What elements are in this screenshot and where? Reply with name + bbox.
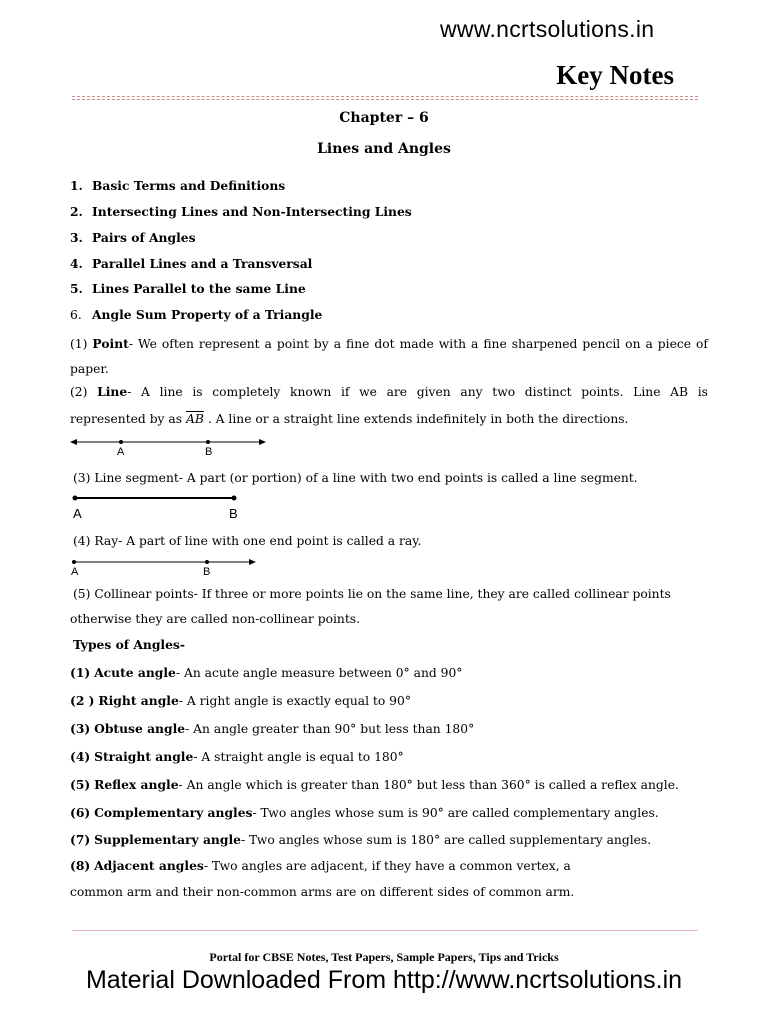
arrow-left-icon: [70, 439, 77, 445]
line-notation: $\overline{AB}$: [185, 412, 204, 426]
header-divider-2: [72, 99, 698, 100]
point-b: [232, 496, 237, 501]
definition-term: Line: [97, 384, 128, 399]
angle-term: Adjacent angles: [94, 858, 204, 873]
arrow-right-icon: [249, 559, 256, 565]
definition-text: Collinear points- If three or more points lie on the same line, they are called collinear points: [94, 587, 671, 601]
angle-number: (1): [70, 665, 91, 680]
definition-text: Ray- A part of line with one end point is called a ray.: [94, 534, 422, 548]
line-diagram: [70, 436, 270, 462]
angle-number: (4): [70, 749, 91, 764]
point-a: [72, 560, 76, 564]
site-url[interactable]: www.ncrtsolutions.in: [440, 16, 655, 42]
angle-item-cont: common arm and their non-common arms are on different sides of common arm.: [70, 885, 575, 899]
angle-term: Acute angle: [94, 665, 176, 680]
definition-line-cont: [70, 411, 710, 428]
chapter-title: Lines and Angles: [317, 141, 451, 157]
angle-number: (3): [70, 721, 91, 736]
ray-label-b: B: [203, 566, 211, 578]
angle-text: - An angle which is greater than 180° but less than 360° is called a reflex angle.: [178, 778, 679, 792]
definition-number: (5): [73, 587, 91, 601]
topic-text: Parallel Lines and a Transversal: [92, 256, 313, 271]
point-a: [73, 496, 78, 501]
footer-download-link[interactable]: Material Downloaded From http://www.ncrtsolutions.in: [85, 966, 683, 994]
definition-text: - We often represent a point by a fine dot made with a fine sharpened pencil on a piece of paper.: [70, 337, 708, 376]
angle-term: Complementary angles: [94, 805, 253, 820]
definition-collinear: [73, 586, 713, 603]
topic-item: [70, 229, 710, 246]
point-b: [206, 440, 210, 444]
angle-number: (2 ): [70, 693, 95, 708]
topic-text: Intersecting Lines and Non-Intersecting Lines: [92, 204, 412, 219]
point-b: [205, 560, 209, 564]
definition-point: [70, 331, 708, 382]
topic-item: [70, 255, 710, 272]
angle-text: - An acute angle measure between 0° and 90°: [175, 666, 463, 680]
angle-item: [70, 692, 710, 710]
line-label-a: A: [117, 446, 125, 458]
definition-line: [70, 383, 708, 401]
topic-number: 3.: [70, 230, 83, 245]
definition-text: - A line is completely known if we are given any two distinct points. Line AB is: [127, 385, 708, 399]
topic-item: [70, 280, 710, 297]
definition-segment: [73, 470, 713, 487]
angle-number: (6): [70, 805, 91, 820]
definition-term: Point: [92, 336, 129, 351]
segment-label-b: B: [229, 506, 238, 521]
angle-text: - An angle greater than 90° but less than 180°: [185, 722, 475, 736]
angle-text: - Two angles are adjacent, if they have a common vertex, a: [203, 859, 571, 873]
point-a: [119, 440, 123, 444]
topic-text: Pairs of Angles: [92, 230, 196, 245]
topic-item: [70, 203, 710, 220]
segment-label-a: A: [73, 506, 82, 521]
angle-item: [70, 776, 710, 794]
angle-term: Reflex angle: [94, 777, 179, 792]
topic-text: Lines Parallel to the same Line: [92, 281, 306, 296]
definition-text: Line segment- A part (or portion) of a line with two end points is called a line segment.: [94, 471, 638, 485]
angles-heading: Types of Angles-: [73, 637, 185, 652]
key-notes-heading: Key Notes: [556, 60, 674, 90]
segment-diagram: [72, 493, 242, 507]
topic-text: Angle Sum Property of a Triangle: [92, 307, 323, 322]
definition-text: . A line or a straight line extends indefinitely in both the directions.: [207, 412, 629, 426]
topic-number: 6.: [70, 308, 82, 322]
definition-number: (3): [73, 471, 91, 485]
angle-term: Supplementary angle: [94, 832, 241, 847]
ray-label-a: A: [71, 566, 79, 578]
angle-text: - A right angle is exactly equal to 90°: [178, 694, 411, 708]
angle-item: [70, 664, 710, 682]
angle-text: - Two angles whose sum is 90° are called complementary angles.: [252, 806, 659, 820]
topic-item: [70, 306, 710, 324]
definition-collinear-cont: [70, 611, 710, 628]
angle-item: [70, 804, 710, 822]
topic-number: 4.: [70, 256, 83, 271]
definition-number: (2): [70, 385, 88, 399]
arrow-right-icon: [259, 439, 266, 445]
ray-diagram: [70, 557, 260, 569]
topic-number: 2.: [70, 204, 83, 219]
angle-text: - A straight angle is equal to 180°: [193, 750, 404, 764]
angle-number: (8): [70, 858, 91, 873]
header-divider: [72, 96, 698, 97]
topic-number: 5.: [70, 281, 83, 296]
definition-ray: [73, 533, 713, 550]
topic-number: 1.: [70, 178, 83, 193]
definition-text: otherwise they are called non-collinear points.: [70, 612, 360, 626]
footer-divider: [72, 930, 698, 931]
angle-item: [70, 720, 710, 738]
chapter-label: Chapter – 6: [339, 110, 429, 126]
angle-number: (7): [70, 832, 91, 847]
angle-text: - Two angles whose sum is 180° are called supplementary angles.: [240, 833, 652, 847]
angle-term: Straight angle: [94, 749, 194, 764]
definition-number: (1): [70, 337, 88, 351]
definition-number: (4): [73, 534, 91, 548]
footer-portal-text: Portal for CBSE Notes, Test Papers, Sample Papers, Tips and Tricks: [209, 950, 559, 964]
angle-item: [70, 748, 710, 766]
line-label-b: B: [205, 446, 213, 458]
angle-item: [70, 831, 710, 849]
angle-item: [70, 857, 710, 875]
definition-text: represented by as: [70, 412, 183, 426]
angle-term: Obtuse angle: [94, 721, 186, 736]
angle-number: (5): [70, 777, 91, 792]
angle-term: Right angle: [98, 693, 179, 708]
topic-item: [70, 177, 710, 194]
topic-text: Basic Terms and Definitions: [92, 178, 286, 193]
